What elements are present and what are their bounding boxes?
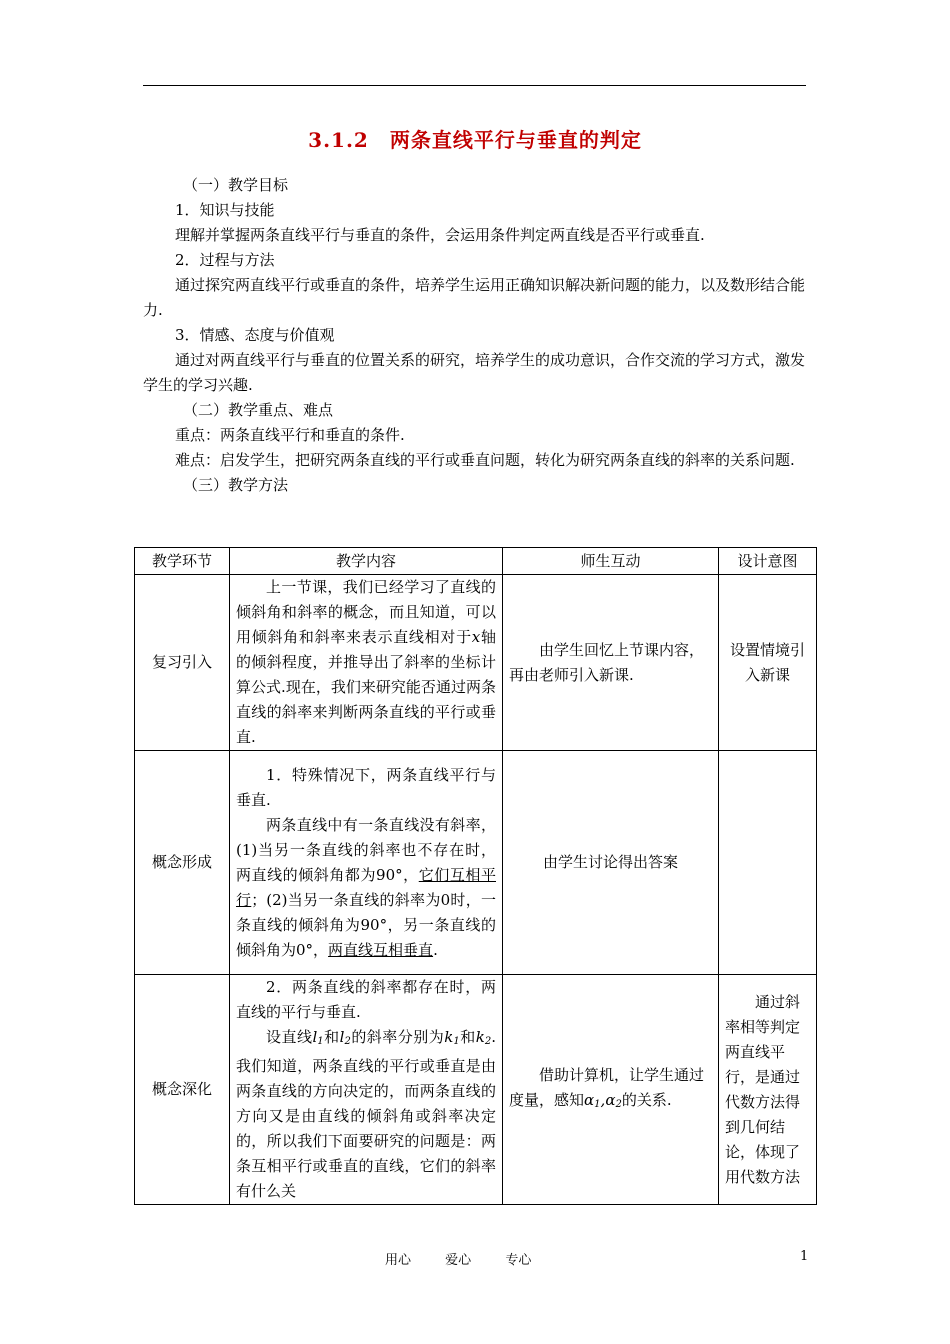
content-text-b: ；(2)当另一条直线的斜率为0时，一条直线的倾斜角为90°，另一条直线的倾斜角为0°， [236, 890, 496, 959]
text-process: 通过探究两直线平行或垂直的条件，培养学生运用正确知识解决新问题的能力，以及数形结合能力. [143, 276, 806, 319]
text-knowledge: 理解并掌握两条直线平行与垂直的条件，会运用条件判定两直线是否平行或垂直. [175, 226, 705, 244]
page-title: 3.1.2 两条直线平行与垂直的判定 [308, 128, 642, 152]
header-design: 设计意图 [719, 548, 817, 575]
cell-interaction: 由学生讨论得出答案 [503, 751, 719, 975]
header-content: 教学内容 [230, 548, 503, 575]
section-heading-key-points: （二）教学重点、难点 [183, 401, 334, 419]
subheading-knowledge: 1．知识与技能 [175, 201, 275, 219]
slope-symbol-k2: $k_2$ [475, 1028, 492, 1047]
section-heading-methods: （三）教学方法 [183, 476, 289, 494]
cell-stage: 概念形成 [135, 751, 230, 975]
content-text-a: 上一节课，我们已经学习了直线的倾斜角和斜率的概念，而且知道，可以用倾斜角和斜率来表示直线相对于 [236, 578, 496, 646]
x-axis-symbol: x [471, 628, 481, 646]
text-difficult-point: 难点：启发学生，把研究两条直线的平行或垂直问题，转化为研究两条直线的斜率的关系问题. [175, 451, 795, 469]
table-header-row [135, 548, 817, 575]
line-symbol-l2: $l_2$ [339, 1028, 351, 1047]
header-interaction: 师生互动 [503, 548, 719, 575]
page-number: 1 [800, 1249, 809, 1264]
cell-design [719, 751, 817, 975]
cell-stage: 复习引入 [135, 575, 230, 751]
table-row [135, 975, 817, 1205]
table-row [135, 751, 817, 975]
header-stage: 教学环节 [135, 548, 230, 575]
text-key-point: 重点：两条直线平行和垂直的条件. [175, 426, 405, 444]
alpha-symbols: $\alpha_1,\alpha_2$ [584, 1090, 622, 1110]
cell-content [230, 575, 503, 751]
cell-content [230, 751, 503, 975]
interaction-text: 由学生回忆上节课内容，再由老师引入新课. [509, 640, 705, 684]
design-text: 通过斜率相等判定两直线平行，是通过代数方法得到几何结论，体现了用代数方法 [725, 992, 801, 1186]
underlined-parallel: 它们互相平行 [236, 865, 496, 909]
lesson-objectives [143, 173, 810, 498]
cell-stage: 概念深化 [135, 975, 230, 1205]
cell-interaction [503, 575, 719, 751]
underlined-perpendicular: 两直线互相垂直 [328, 940, 434, 959]
content-text-c: . [433, 940, 438, 959]
table-row [135, 575, 817, 751]
cell-design: 设置情境引入新课 [719, 575, 817, 751]
cell-design [719, 975, 817, 1205]
text-attitude: 通过对两直线平行与垂直的位置关系的研究，培养学生的成功意识，合作交流的学习方式，激发学生的学习兴趣. [143, 351, 806, 394]
header-rule [143, 85, 806, 86]
line-symbol-l1: $l_1$ [312, 1028, 324, 1047]
subheading-process: 2．过程与方法 [175, 251, 275, 269]
content-text-a: 两条直线中有一条直线没有斜率，(1)当另一条直线的斜率也不存在时，两直线的倾斜角都为90°， [236, 815, 496, 884]
content-paragraph-1: 1．特殊情况下，两条直线平行与垂直. [236, 765, 496, 809]
cell-content: 2．两条直线的斜率都存在时，两直线的平行与垂直. 设直线$l_1$和$l_2$的斜率分别为$k_1$和$k_2$.我们知道，两条直线的平行或垂直是由两条直线的方向决定的，而两条直线的方向又是由直线的倾斜角或斜率决定的，所以我们下面要研究的问题是：两条互相平行或垂直的直线，它们的斜率有什么关 [230, 975, 503, 1205]
footer-word: 爱心 [445, 1253, 472, 1268]
footer-word: 用心 [385, 1253, 412, 1268]
footer-word: 专心 [505, 1253, 532, 1268]
subheading-attitude: 3．情感、态度与价值观 [175, 326, 335, 344]
content-text-c: .我们知道，两条直线的平行或垂直是由两条直线的方向决定的，而两条直线的方向又是由直线的倾斜角或斜率决定的，所以我们下面要研究的问题是：两条互相平行或垂直的直线，它们的斜率有什么关 [236, 1028, 496, 1200]
section-heading-goals: （一）教学目标 [183, 176, 289, 194]
footer-motto [385, 1249, 561, 1268]
content-text-b: 轴的倾斜程度，并推导出了斜率的坐标计算公式.现在，我们来研究能否通过两条直线的斜率来判断两条直线的平行或垂直. [236, 628, 496, 746]
content-paragraph-1: 2．两条直线的斜率都存在时，两直线的平行与垂直. [236, 978, 496, 1021]
slope-symbol-k1: $k_1$ [444, 1028, 460, 1047]
lesson-table [134, 547, 817, 1205]
cell-interaction: 借助计算机，让学生通过度量，感知$\alpha_1,\alpha_2$的关系. [503, 975, 719, 1205]
